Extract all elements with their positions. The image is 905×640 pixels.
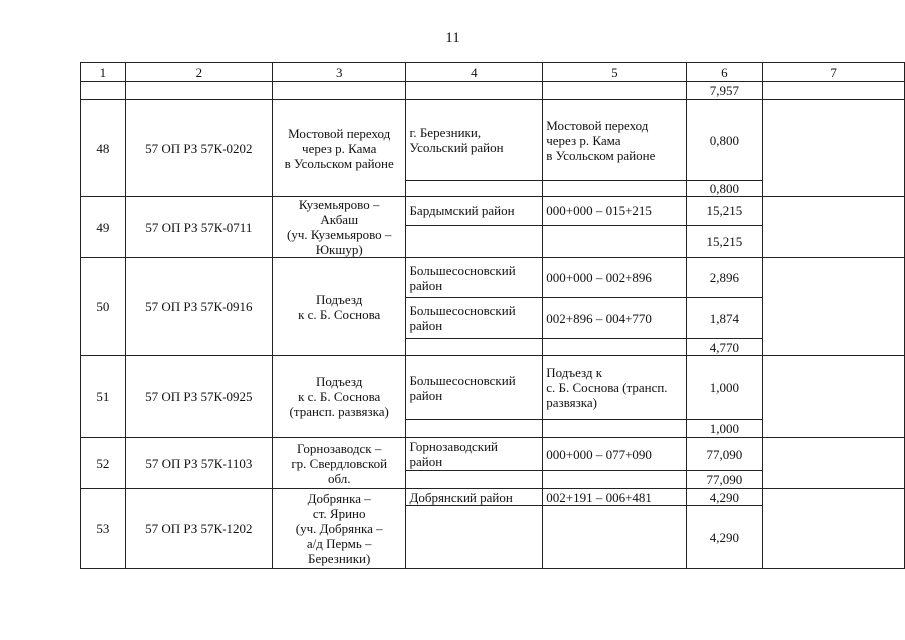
segment: 002+191 – 006+481 — [543, 489, 686, 506]
empty-cell — [543, 339, 686, 356]
row-number: 49 — [81, 197, 126, 258]
empty-cell — [543, 82, 686, 100]
district: Большесосновский район — [406, 356, 543, 420]
length-total: 15,215 — [686, 225, 763, 257]
table-row — [81, 197, 905, 226]
road-name: Куземьярово – Акбаш (уч. Куземьярово – Юкшур) — [272, 197, 406, 258]
road-code: 57 ОП РЗ 57К-0711 — [125, 197, 272, 258]
segment: 000+000 – 077+090 — [543, 438, 686, 471]
empty-cell — [406, 506, 543, 569]
length: 2,896 — [686, 258, 763, 298]
length-total: 1,000 — [686, 420, 763, 438]
length-total: 7,957 — [686, 82, 763, 100]
road-name: Мостовой переход через р. Кама в Усольском районе — [272, 100, 406, 197]
length: 77,090 — [686, 438, 763, 471]
district: Горнозаводский район — [406, 438, 543, 471]
column-header-6: 6 — [686, 63, 763, 82]
empty-cell — [406, 225, 543, 257]
empty-cell — [543, 506, 686, 569]
district: Добрянский район — [406, 489, 543, 506]
segment: 002+896 – 004+770 — [543, 298, 686, 339]
length-total: 4,290 — [686, 506, 763, 569]
row-number: 50 — [81, 258, 126, 356]
continuation-row — [81, 82, 905, 100]
table-row — [81, 438, 905, 471]
length-total: 4,770 — [686, 339, 763, 356]
empty-cell — [406, 181, 543, 197]
length: 1,874 — [686, 298, 763, 339]
column-header-1: 1 — [81, 63, 126, 82]
road-code: 57 ОП РЗ 57К-1202 — [125, 489, 272, 569]
page-number: 11 — [445, 30, 460, 46]
length: 4,290 — [686, 489, 763, 506]
empty-cell — [543, 225, 686, 257]
empty-cell — [406, 82, 543, 100]
road-code: 57 ОП РЗ 57К-0202 — [125, 100, 272, 197]
column-header-7: 7 — [763, 63, 905, 82]
road-code: 57 ОП РЗ 57К-0916 — [125, 258, 272, 356]
length: 0,800 — [686, 100, 763, 181]
row-number: 53 — [81, 489, 126, 569]
empty-cell — [406, 420, 543, 438]
notes-cell — [763, 197, 905, 258]
length: 15,215 — [686, 197, 763, 226]
length: 1,000 — [686, 356, 763, 420]
segment: 000+000 – 015+215 — [543, 197, 686, 226]
empty-cell — [406, 471, 543, 489]
empty-cell — [272, 82, 406, 100]
empty-cell — [543, 471, 686, 489]
notes-cell — [763, 489, 905, 569]
road-name: Горнозаводск – гр. Свердловской обл. — [272, 438, 406, 489]
table-row — [81, 356, 905, 420]
roads-table — [80, 62, 905, 569]
table-row — [81, 100, 905, 181]
road-code: 57 ОП РЗ 57К-1103 — [125, 438, 272, 489]
district: Большесосновский район — [406, 298, 543, 339]
empty-cell — [763, 82, 905, 100]
column-header-4: 4 — [406, 63, 543, 82]
header-row — [81, 63, 905, 82]
empty-cell — [543, 420, 686, 438]
column-header-3: 3 — [272, 63, 406, 82]
road-code: 57 ОП РЗ 57К-0925 — [125, 356, 272, 438]
district: Большесосновский район — [406, 258, 543, 298]
length-total: 77,090 — [686, 471, 763, 489]
empty-cell — [81, 82, 126, 100]
table-row — [81, 258, 905, 298]
segment: Мостовой переход через р. Кама в Усольском районе — [543, 100, 686, 181]
notes-cell — [763, 258, 905, 356]
row-number: 51 — [81, 356, 126, 438]
length-total: 0,800 — [686, 181, 763, 197]
district: г. Березники, Усольский район — [406, 100, 543, 181]
notes-cell — [763, 100, 905, 197]
notes-cell — [763, 356, 905, 438]
road-name: Добрянка – ст. Ярино (уч. Добрянка – а/д Пермь – Березники) — [272, 489, 406, 569]
row-number: 48 — [81, 100, 126, 197]
notes-cell — [763, 438, 905, 489]
column-header-5: 5 — [543, 63, 686, 82]
empty-cell — [543, 181, 686, 197]
column-header-2: 2 — [125, 63, 272, 82]
row-number: 52 — [81, 438, 126, 489]
district: Бардымский район — [406, 197, 543, 226]
table-row — [81, 489, 905, 506]
segment: Подъезд к с. Б. Соснова (трансп. развязка) — [543, 356, 686, 420]
empty-cell — [125, 82, 272, 100]
segment: 000+000 – 002+896 — [543, 258, 686, 298]
empty-cell — [406, 339, 543, 356]
road-name: Подъезд к с. Б. Соснова (трансп. развязка) — [272, 356, 406, 438]
road-name: Подъезд к с. Б. Соснова — [272, 258, 406, 356]
